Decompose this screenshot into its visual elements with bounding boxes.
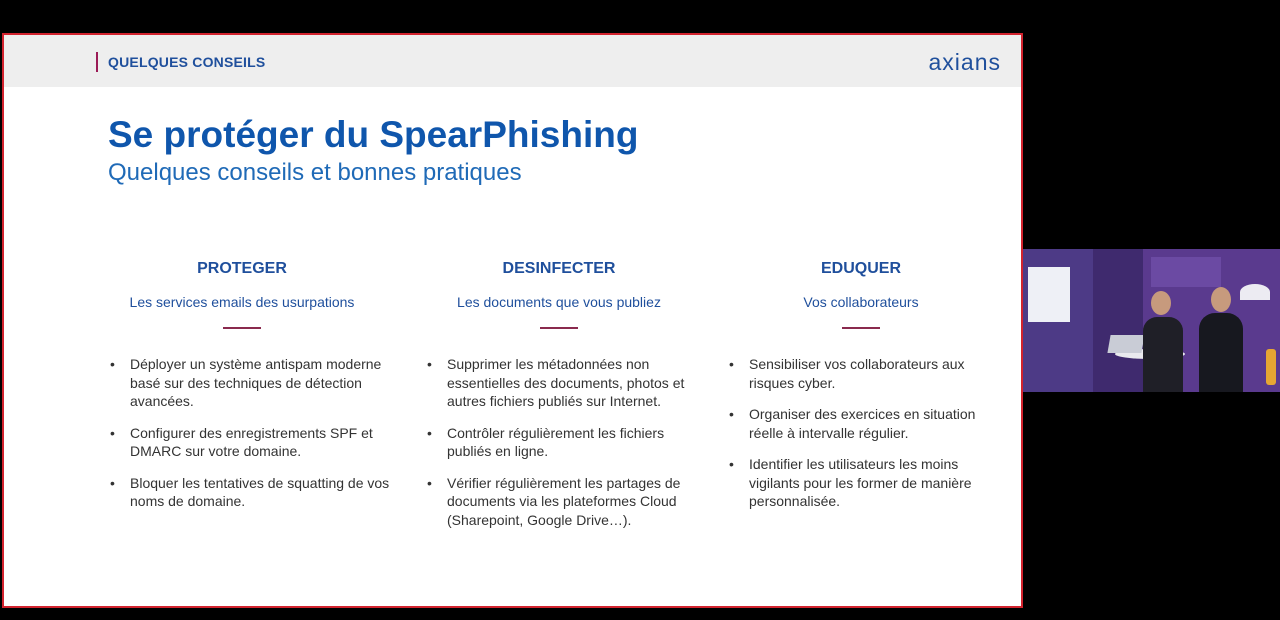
list-item: • Organiser des exercices en situation réelle à intervalle régulier. xyxy=(729,405,1011,442)
list-item: • Identifier les utilisateurs les moins vigilants pour les former de manière personnalisée. xyxy=(729,455,1011,511)
participant-video-tile[interactable] xyxy=(1023,249,1280,392)
list-item: • Supprimer les métadonnées non essentielles des documents, photos et autres fichiers publiés sur Internet. xyxy=(427,355,709,411)
column-divider xyxy=(842,327,880,329)
booth-sign xyxy=(1240,284,1270,300)
column-subheading: Les services emails des usurpations xyxy=(129,294,355,310)
laptop xyxy=(1107,335,1144,353)
column-divider xyxy=(223,327,261,329)
slide-subtitle: Quelques conseils et bonnes pratiques xyxy=(108,159,522,186)
booth-banner xyxy=(1151,257,1221,287)
column-divider xyxy=(540,327,578,329)
list-item: • Contrôler régulièrement les fichiers publiés en ligne. xyxy=(427,424,709,461)
column-eduquer xyxy=(711,259,1011,524)
list-item: • Déployer un système antispam moderne basé sur des techniques de détection avancées. xyxy=(110,355,392,411)
column-subheading: Vos collaborateurs xyxy=(803,294,919,310)
list-item: • Configurer des enregistrements SPF et DMARC sur votre domaine. xyxy=(110,424,392,461)
column-heading: DESINFECTER xyxy=(502,260,616,277)
presenter-2-head xyxy=(1211,287,1231,312)
list-item: • Sensibiliser vos collaborateurs aux risques cyber. xyxy=(729,355,1011,392)
column-heading: EDUQUER xyxy=(820,260,901,277)
column-subheading: Les documents que vous publiez xyxy=(457,294,661,310)
section-label: QUELQUES CONSEILS xyxy=(96,52,265,72)
list-item: • Bloquer les tentatives de squatting de vos noms de domaine. xyxy=(110,474,392,511)
slide-title: Se protéger du SpearPhishing xyxy=(108,114,639,155)
presenter-1-head xyxy=(1151,291,1171,315)
presenter-2 xyxy=(1199,313,1243,392)
column-desinfecter xyxy=(409,259,709,542)
column-heading: PROTEGER xyxy=(197,260,287,277)
column-proteger xyxy=(92,259,392,524)
list-item: • Vérifier régulièrement les partages de documents via les plateformes Cloud (Sharepoint, Google Drive…). xyxy=(427,474,709,530)
bottle xyxy=(1266,349,1276,385)
presenter-1 xyxy=(1143,317,1183,392)
axians-logo: axians xyxy=(928,49,1001,75)
presentation-slide xyxy=(2,33,1023,608)
column-bullet-list xyxy=(711,355,1011,511)
column-bullet-list xyxy=(92,355,392,511)
booth-screen xyxy=(1028,267,1070,322)
column-bullet-list xyxy=(409,355,709,529)
slide-header-bar xyxy=(4,35,1021,87)
